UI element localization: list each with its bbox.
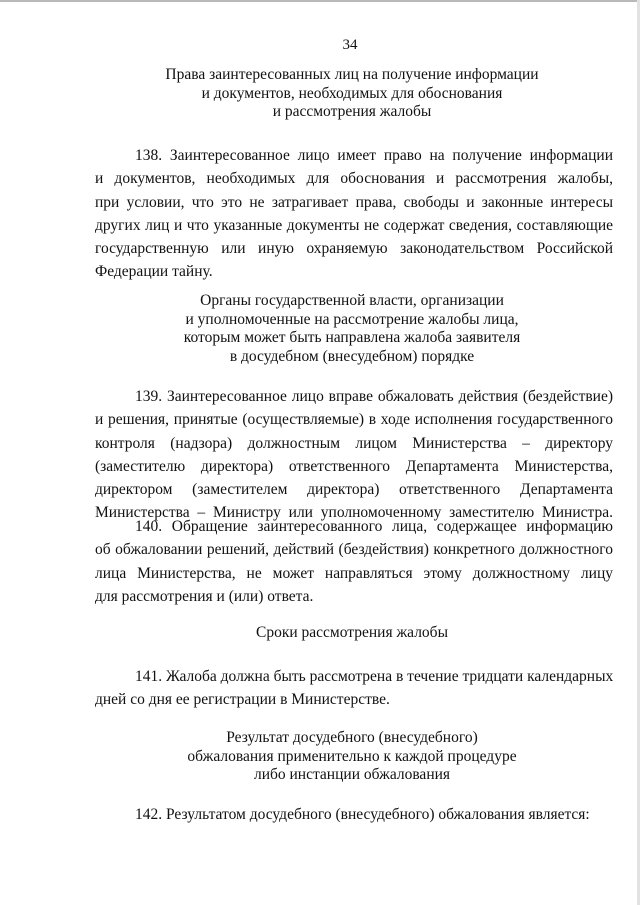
paragraph-line: других лиц и что указанные документы не содержат сведения, составляющие	[95, 216, 613, 234]
heading-line: в досудебном (внесудебном) порядке	[229, 347, 475, 365]
paragraph-142	[95, 803, 613, 826]
heading-line: либо инстанции обжалования	[253, 766, 451, 783]
heading-line: и документов, необходимых для обоснования	[201, 84, 503, 102]
paragraph-line: для рассмотрения и (или) ответа.	[95, 587, 314, 605]
section-heading-terms	[52, 624, 640, 643]
paragraph-line: директором (заместителем директора) ответственного Департамента	[95, 481, 613, 499]
paragraph-line: и решения, принятые (осуществляемые) в ходе исполнения государственного	[95, 411, 613, 429]
heading-line: и рассмотрения жалобы	[272, 103, 432, 120]
heading-line: которым может быть направлена жалоба заявителя	[183, 329, 521, 346]
heading-line: Права заинтересованных лиц на получение информации	[165, 66, 539, 83]
paragraph-line: лица Министерства, не может направляться этому должностному лицу	[95, 564, 613, 582]
section-heading-authorities	[52, 292, 640, 366]
page-number: 34	[342, 37, 358, 53]
paragraph-line: 138. Заинтересованное лицо имеет право на получение информации	[135, 147, 613, 164]
heading-line: Органы государственной власти, организации	[200, 292, 504, 309]
paragraph-140	[95, 515, 613, 608]
paragraph-139	[95, 385, 613, 525]
paragraph-line: контроля (надзора) должностным лицом Министерства – директору	[95, 434, 613, 452]
heading-line: Сроки рассмотрения жалобы	[256, 624, 448, 641]
heading-line: Результат досудебного (внесудебного)	[226, 729, 478, 746]
paragraph-line: 140. Обращение заинтересованного лица, содержащее информацию	[135, 518, 613, 535]
paragraph-line: об обжаловании решений, действий (бездействия) конкретного должностного	[95, 541, 613, 559]
paragraph-line: и документов, необходимых для обоснования и рассмотрения жалобы,	[95, 170, 613, 188]
section-heading-result	[52, 729, 640, 785]
section-heading-rights	[52, 66, 640, 122]
scan-top-edge	[0, 0, 640, 2]
heading-line: и уполномоченные на рассмотрение жалобы лица,	[185, 310, 519, 328]
paragraph-line: 142. Результатом досудебного (внесудебного) обжалования является:	[135, 806, 590, 823]
paragraph-line: Министерства – Министру или уполномоченному заместителю Министра.	[95, 504, 613, 522]
paragraph-line: Федерации тайну.	[95, 263, 213, 281]
paragraph-line: (заместителю директора) ответственного Департамента Министерства,	[95, 457, 613, 475]
paragraph-line: государственную или иную охраняемую законодательством Российской	[95, 240, 613, 258]
heading-line: обжалования применительно к каждой процедуре	[187, 747, 517, 765]
paragraph-line: 139. Заинтересованное лицо вправе обжаловать действия (бездействие)	[135, 388, 613, 405]
paragraph-line: 141. Жалоба должна быть рассмотрена в течение тридцати календарных	[135, 668, 614, 685]
paragraph-141	[95, 665, 613, 712]
paragraph-138	[95, 144, 613, 284]
paragraph-line: при условии, что это не затрагивает права, свободы и законные интересы	[95, 193, 613, 211]
paragraph-line: дней со дня ее регистрации в Министерстве.	[95, 691, 390, 709]
